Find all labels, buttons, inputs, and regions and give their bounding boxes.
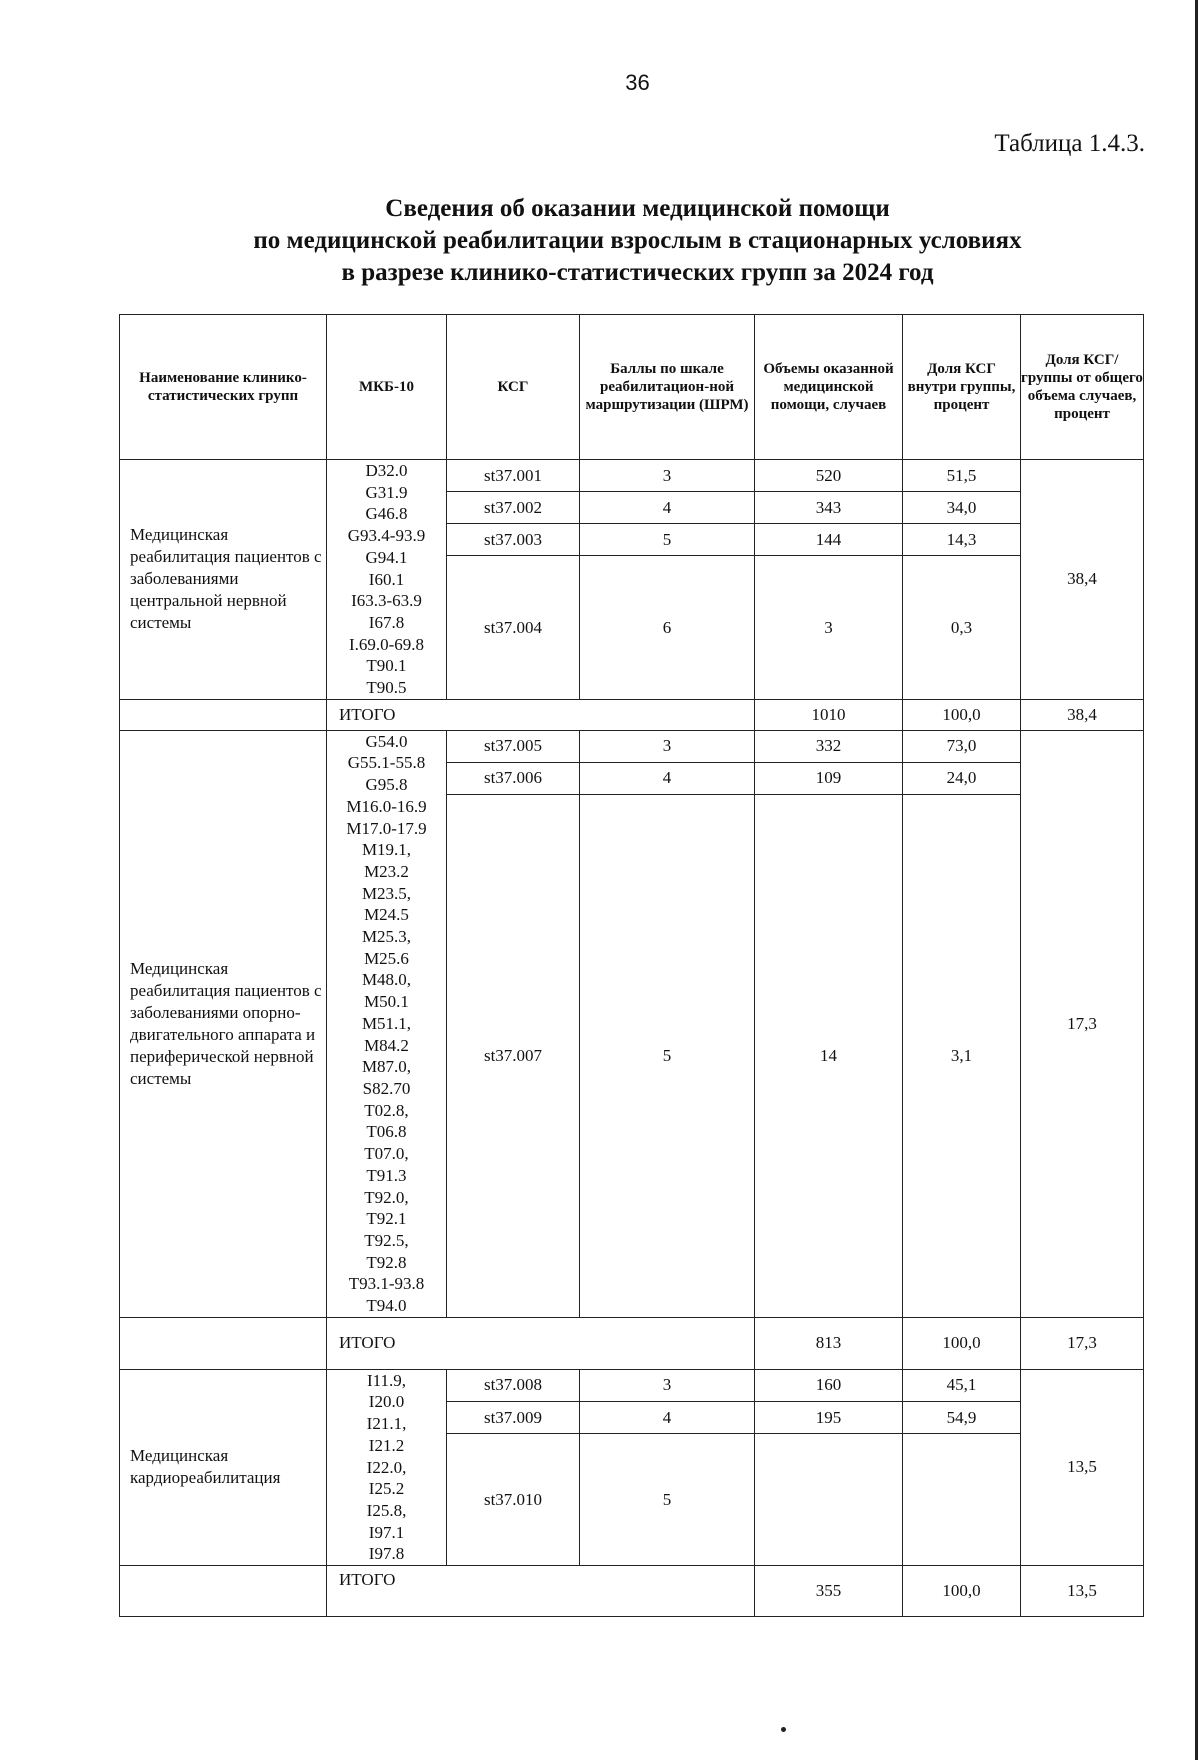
volume-cell: 332 — [755, 730, 903, 762]
total-group-share: 17,3 — [1021, 1317, 1144, 1369]
ksg-table — [119, 314, 1144, 1617]
group-share-cell: 38,4 — [1021, 460, 1144, 700]
volume-cell — [755, 1434, 903, 1566]
ksg-cell: st37.008 — [447, 1369, 580, 1401]
ksg-cell: st37.002 — [447, 492, 580, 524]
volume-cell: 14 — [755, 794, 903, 1317]
share-cell: 3,1 — [903, 794, 1021, 1317]
mkb-code-list: I11.9, I20.0 I21.1, I21.2 I22.0, I25.2 I25.8, I97.1 I97.8 — [366, 1370, 407, 1564]
group-name: Медицинская реабилитация пациентов с заболеваниями центральной нервной системы — [120, 460, 327, 700]
share-cell: 34,0 — [903, 492, 1021, 524]
volume-cell: 109 — [755, 762, 903, 794]
volume-cell: 160 — [755, 1369, 903, 1401]
total-label: ИТОГО — [327, 1566, 755, 1617]
ksg-cell: st37.007 — [447, 794, 580, 1317]
scan-dot — [781, 1727, 786, 1732]
ksg-cell: st37.006 — [447, 762, 580, 794]
shrm-cell: 5 — [580, 794, 755, 1317]
header-group: Наименование клинико-статистических групп — [120, 315, 327, 460]
empty-cell — [120, 1566, 327, 1617]
total-label: ИТОГО — [327, 699, 755, 730]
title-line: в разрезе клинико-статистических групп за 2024 год — [341, 259, 934, 286]
shrm-cell: 3 — [580, 730, 755, 762]
shrm-cell: 3 — [580, 460, 755, 492]
total-share: 100,0 — [903, 1566, 1021, 1617]
share-cell: 24,0 — [903, 762, 1021, 794]
mkb-code-list: D32.0 G31.9 G46.8 G93.4-93.9 G94.1 I60.1 I63.3-63.9 I67.8 I.69.0-69.8 T90.1 T90.5 — [347, 461, 426, 698]
volume-cell: 144 — [755, 524, 903, 556]
total-volume: 355 — [755, 1566, 903, 1617]
shrm-cell: 6 — [580, 556, 755, 699]
group-name: Медицинская кардиореабилитация — [120, 1369, 327, 1565]
volume-cell: 520 — [755, 460, 903, 492]
mkb-codes — [327, 460, 447, 700]
total-group-share: 13,5 — [1021, 1566, 1144, 1617]
page-number: 36 — [625, 70, 650, 95]
share-cell: 51,5 — [903, 460, 1021, 492]
shrm-cell: 4 — [580, 762, 755, 794]
shrm-cell: 5 — [580, 1434, 755, 1566]
share-cell: 45,1 — [903, 1369, 1021, 1401]
header-mkb: МКБ-10 — [327, 315, 447, 460]
total-volume: 813 — [755, 1317, 903, 1369]
total-share: 100,0 — [903, 1317, 1021, 1369]
title-line: Сведения об оказании медицинской помощи — [385, 195, 890, 222]
document-title — [0, 193, 1200, 289]
share-cell: 14,3 — [903, 524, 1021, 556]
share-cell: 54,9 — [903, 1401, 1021, 1433]
group-share-cell: 17,3 — [1021, 730, 1144, 1317]
group-name: Медицинская реабилитация пациентов с заболеваниями опорно-двигательного аппарата и периферической нервной системы — [120, 730, 327, 1317]
volume-cell: 195 — [755, 1401, 903, 1433]
volume-cell: 343 — [755, 492, 903, 524]
table-header-row — [120, 315, 1144, 460]
total-share: 100,0 — [903, 699, 1021, 730]
volume-cell: 3 — [755, 556, 903, 699]
ksg-cell: st37.003 — [447, 524, 580, 556]
table-row — [120, 730, 1144, 762]
share-cell: 73,0 — [903, 730, 1021, 762]
mkb-code-list: G54.0 G55.1-55.8 G95.8 M16.0-16.9 M17.0-17.9 M19.1, M23.2 M23.5, M24.5 M25.3, M25.6 M48.0, M50.1 M51.1, M84.2 M87.0, S82.70 T02.8, T06.8 T07.0, T91.3 T92.0, T92.1 T92.5, T92.8 T93.1-93.8 T94.0 — [346, 731, 427, 1316]
ksg-cell: st37.005 — [447, 730, 580, 762]
header-share-in-group: Доля КСГ внутри группы, процент — [903, 315, 1021, 460]
group-share-cell: 13,5 — [1021, 1369, 1144, 1565]
ksg-cell: st37.001 — [447, 460, 580, 492]
ksg-cell: st37.004 — [447, 556, 580, 699]
ksg-cell: st37.010 — [447, 1434, 580, 1566]
header-ksg: КСГ — [447, 315, 580, 460]
table-row — [120, 1369, 1144, 1401]
share-cell — [903, 1434, 1021, 1566]
table-label: Таблица 1.4.3. — [994, 130, 1145, 157]
total-row — [120, 1566, 1144, 1617]
shrm-cell: 3 — [580, 1369, 755, 1401]
total-label: ИТОГО — [327, 1317, 755, 1369]
total-group-share: 38,4 — [1021, 699, 1144, 730]
ksg-cell: st37.009 — [447, 1401, 580, 1433]
mkb-codes — [327, 730, 447, 1317]
total-row — [120, 1317, 1144, 1369]
empty-cell — [120, 1317, 327, 1369]
header-volume: Объемы оказанной медицинской помощи, случаев — [755, 315, 903, 460]
header-shrm: Баллы по шкале реабилитацион-ной маршрутизации (ШРМ) — [580, 315, 755, 460]
title-line: по медицинской реабилитации взрослым в стационарных условиях — [253, 227, 1022, 254]
table-row — [120, 460, 1144, 492]
share-cell: 0,3 — [903, 556, 1021, 699]
empty-cell — [120, 699, 327, 730]
shrm-cell: 4 — [580, 1401, 755, 1433]
shrm-cell: 4 — [580, 492, 755, 524]
total-row — [120, 699, 1144, 730]
mkb-codes — [327, 1369, 447, 1565]
shrm-cell: 5 — [580, 524, 755, 556]
header-share-total: Доля КСГ/ группы от общего объема случаев, процент — [1021, 315, 1144, 460]
total-volume: 1010 — [755, 699, 903, 730]
